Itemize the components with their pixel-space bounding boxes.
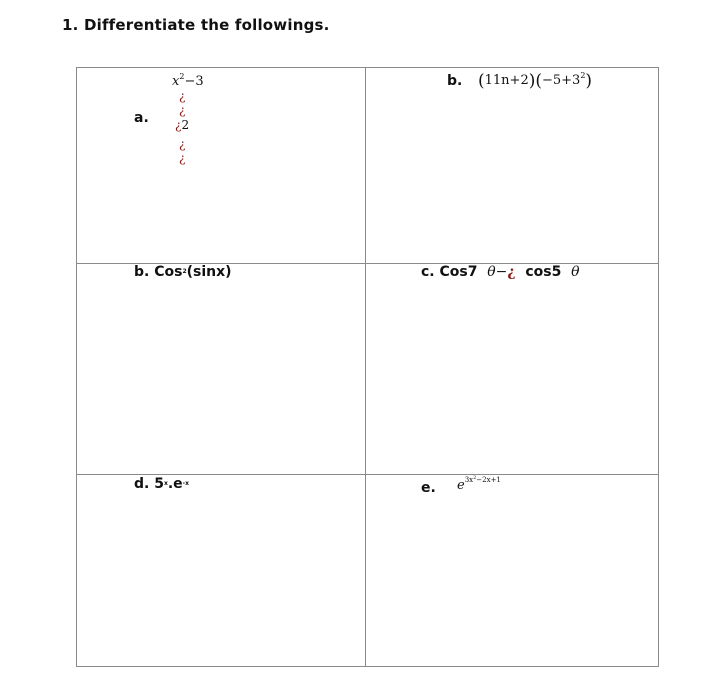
exp-3x: 3x [464, 476, 474, 484]
label-c: c. [421, 264, 435, 280]
glyph-c: ¿ [507, 264, 516, 280]
cos7-text: Cos7 [439, 264, 478, 280]
glyph-a-2: ¿ [179, 103, 186, 117]
glyph-a-5: ¿ [179, 151, 186, 165]
number-a-2: 2 [181, 118, 190, 132]
paren-sep: )( [528, 71, 542, 91]
exp-x: x [163, 480, 168, 487]
glyph-a-3: ¿ [175, 118, 182, 132]
label-e: e. [421, 480, 436, 496]
var-x: x [172, 74, 180, 89]
minus-sign: − [495, 264, 508, 280]
base-5: 5 [154, 476, 164, 492]
exponent-e [465, 476, 501, 484]
dot-e: .e [167, 476, 183, 492]
glyph-a-4: ¿ [179, 137, 186, 151]
label-a: a. [134, 110, 149, 126]
sinx-text: (sinx) [186, 264, 232, 280]
expression-b-middle [134, 264, 232, 280]
cos-exp: 2 [182, 268, 187, 275]
theta-2: θ [571, 264, 580, 280]
table-divider-row2 [77, 474, 658, 475]
expression-c [421, 264, 580, 280]
expression-d [134, 476, 189, 492]
group-2: −5+3 [541, 73, 581, 88]
base-e: e [457, 478, 465, 493]
exp-sq: 2 [473, 475, 477, 481]
exp-neg-x: -x [182, 480, 190, 487]
theta-1: θ [487, 264, 496, 280]
num-rest-a: −3 [184, 74, 204, 89]
expression-e [457, 475, 501, 493]
glyph-a-1: ¿ [179, 89, 186, 103]
paren-close: ) [585, 71, 593, 91]
label-b-top: b. [447, 73, 463, 89]
expression-b-top [478, 71, 592, 91]
exp-a: 2 [179, 72, 185, 81]
expression-a-middle [175, 118, 189, 132]
problem-table [76, 67, 659, 667]
paren-open: ( [478, 71, 485, 91]
label-b-middle: b. [134, 264, 150, 280]
exp-b: 2 [580, 71, 586, 80]
expression-a-numerator [172, 72, 204, 89]
cos-text: Cos [154, 264, 183, 280]
question-title: 1. Differentiate the followings. [62, 16, 330, 34]
label-d: d. [134, 476, 150, 492]
cos5-text: cos5 [525, 264, 562, 280]
exp-rest: −2x+1 [476, 476, 501, 484]
table-divider-vertical [365, 68, 366, 666]
group-1: 11n+2 [484, 73, 529, 88]
